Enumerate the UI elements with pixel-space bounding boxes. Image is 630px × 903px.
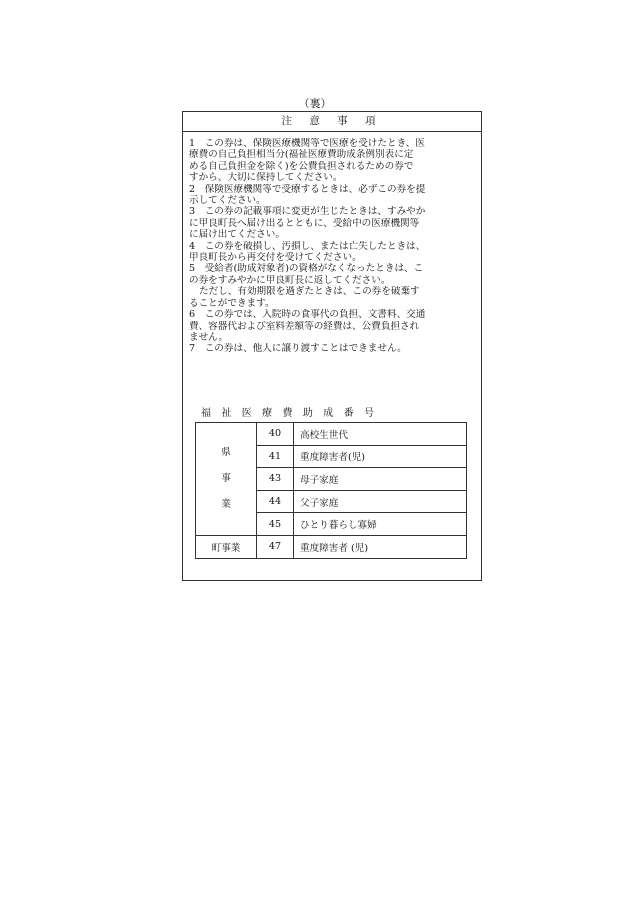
town-category-cell: 町事業 xyxy=(196,535,257,558)
note-line: 3 この券の記載事項に変更が生じたときは、すみやか xyxy=(189,206,426,218)
note-line: 甲良町長から再交付を受けてください。 xyxy=(189,252,362,264)
notes-list xyxy=(189,138,477,355)
note-1 xyxy=(189,138,477,184)
table-row xyxy=(196,535,467,558)
note-line: 6 この券では、入院時の食事代の負担、文書料、交通 xyxy=(189,309,426,321)
notice-card xyxy=(182,111,482,581)
note-6 xyxy=(189,309,477,343)
aid-number-table xyxy=(195,422,467,559)
aid-number: 47 xyxy=(257,535,294,558)
aid-type-name: 母子家庭 xyxy=(294,468,467,491)
note-line: ません。 xyxy=(189,331,228,343)
note-line: ることができます。 xyxy=(189,297,275,309)
prefecture-category-cell xyxy=(196,423,257,536)
aid-number-table-title: 福 祉 医 療 費 助 成 番 号 xyxy=(201,408,378,419)
aid-number: 41 xyxy=(257,445,294,468)
note-line: 療費の自己負担相当分(福祉医療費助成条例別表に定 xyxy=(189,149,414,161)
note-line: ただし、有効期限を過ぎたときは、この券を破棄す xyxy=(199,286,420,298)
aid-type-name: 重度障害者 (児) xyxy=(294,535,467,558)
aid-type-name: ひとり暮らし寡婦 xyxy=(294,513,467,536)
note-line: 1 この券は、保険医療機関等で医療を受けたとき、医 xyxy=(189,138,425,149)
table-row xyxy=(196,423,467,446)
aid-number: 44 xyxy=(257,490,294,513)
heading-divider xyxy=(183,131,481,132)
aid-type-name: 父子家庭 xyxy=(294,490,467,513)
category-char: 業 xyxy=(221,498,231,510)
note-line: に届け出てください。 xyxy=(189,229,285,241)
note-line: 示してください。 xyxy=(189,195,266,207)
note-4 xyxy=(189,241,477,264)
aid-number: 40 xyxy=(257,423,294,446)
aid-number: 45 xyxy=(257,513,294,536)
note-line: める自己負担金を除く)を公費負担されるための券で xyxy=(189,160,414,172)
note-line: の券をすみやかに甲良町長に返してください。 xyxy=(189,274,391,286)
page-side-label: （裏） xyxy=(298,97,332,110)
note-3 xyxy=(189,206,477,240)
note-line: 4 この券を破損し、汚損し、または亡失したときは、 xyxy=(189,240,426,252)
note-line: 費、容器代および室料差額等の経費は、公費負担され xyxy=(189,320,420,332)
category-char: 県 xyxy=(221,446,231,458)
note-line: すから、大切に保持してください。 xyxy=(189,172,343,184)
note-line: に甲良町長へ届け出るとともに、受給中の医療機関等 xyxy=(189,217,420,229)
note-line: 7 この券は、他人に譲り渡すことはできません。 xyxy=(189,343,407,355)
note-5-proviso xyxy=(189,286,477,309)
category-char: 事 xyxy=(221,472,231,484)
aid-type-name: 高校生世代 xyxy=(294,423,467,446)
aid-type-name: 重度障害者(児) xyxy=(294,445,467,468)
note-2 xyxy=(189,184,477,207)
note-line: 2 保険医療機関等で受療するときは、必ずこの券を提 xyxy=(189,183,426,195)
aid-number: 43 xyxy=(257,468,294,491)
note-5 xyxy=(189,263,477,286)
note-line: 5 受給者(助成対象者)の資格がなくなったときは、こ xyxy=(189,263,424,275)
note-7 xyxy=(189,343,477,354)
notice-heading: 注 意 事 項 xyxy=(281,115,383,127)
